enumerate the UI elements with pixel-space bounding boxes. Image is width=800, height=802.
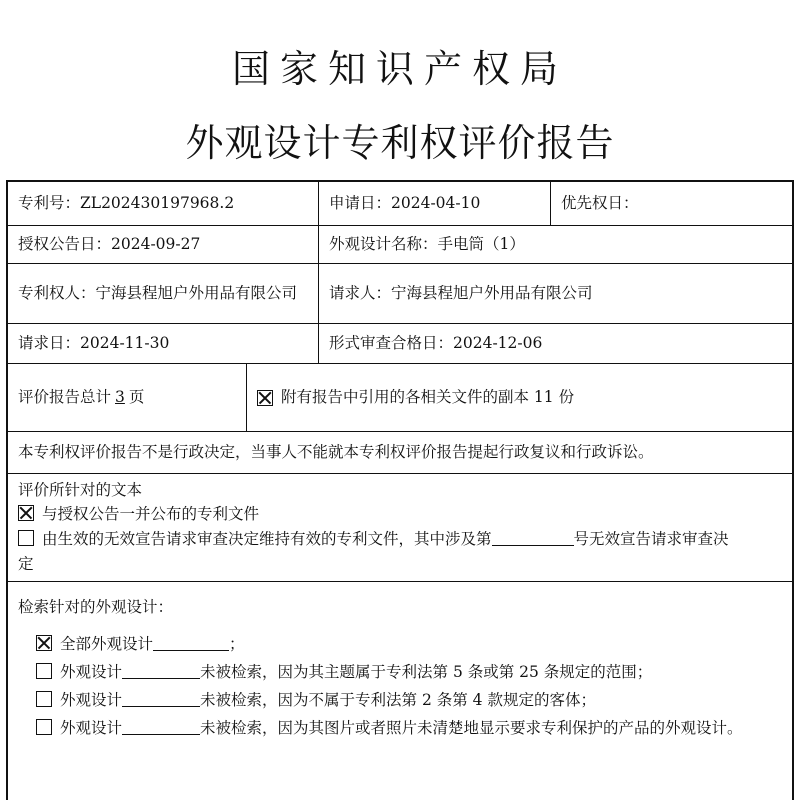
reason-1-blank (122, 662, 200, 679)
row-pages (8, 364, 792, 432)
row-search-scope (8, 582, 792, 802)
search-option-reason-3 (36, 718, 743, 739)
option-1-checkbox[interactable] (18, 505, 34, 521)
search-all-label: 全部外观设计 (60, 635, 154, 653)
attachment-text: 附有报告中引用的各相关文件的副本 11 份 (281, 388, 575, 406)
search-all-end: ； (229, 635, 245, 653)
row-parties (8, 264, 792, 324)
filing-date: 申请日：2024-04-10 (318, 182, 550, 225)
search-all-checkbox[interactable] (36, 635, 52, 651)
search-option-reason-2 (36, 690, 596, 711)
text-basis-heading: 评价所针对的文本 (18, 481, 143, 499)
reason-1-text: 未被检索，因为其主题属于专利法第 5 条或第 25 条规定的范围； (200, 663, 653, 681)
report-form (6, 180, 794, 800)
reason-3-text: 未被检索，因为其图片或者照片未清楚地显示要求专利保护的产品的外观设计。 (200, 719, 743, 737)
row-grant-info (8, 226, 792, 264)
reason-2-design-label: 外观设计 (60, 691, 123, 709)
request-date: 请求日：2024-11-30 (18, 334, 170, 352)
row-notice (8, 432, 792, 474)
row-text-basis (8, 474, 792, 582)
option-2-label-a: 由生效的无效宣告请求审查决定维持有效的专利文件，其中涉及第 (42, 530, 492, 548)
reason-1-design-label: 外观设计 (60, 663, 123, 681)
option-2-label-c: 定 (18, 555, 34, 573)
option-2-checkbox[interactable] (18, 530, 34, 546)
search-all-blank (153, 634, 229, 651)
text-basis-option-1 (18, 504, 259, 525)
legal-notice: 本专利权评价报告不是行政决定，当事人不能就本专利权评价报告提起行政复议和行政诉讼。 (18, 443, 654, 461)
requester: 请求人：宁海县程旭户外用品有限公司 (318, 264, 792, 323)
page-count (8, 364, 246, 431)
patent-number: 专利号：ZL202430197968.2 (18, 194, 235, 212)
reason-2-checkbox[interactable] (36, 691, 52, 707)
decision-number-blank (492, 529, 574, 546)
patentee: 专利权人：宁海县程旭户外用品有限公司 (18, 284, 298, 302)
reason-3-checkbox[interactable] (36, 719, 52, 735)
option-1-label: 与授权公告一并公布的专利文件 (42, 505, 260, 523)
reason-1-checkbox[interactable] (36, 663, 52, 679)
design-name: 外观设计名称：手电筒（1） (318, 226, 792, 263)
page-count-prefix: 评价报告总计 (18, 388, 112, 406)
priority-date: 优先权日： (550, 182, 792, 225)
page-count-number: 3 (115, 388, 125, 406)
search-option-reason-1 (36, 662, 652, 683)
office-name: 国家知识产权局 (231, 47, 568, 91)
reason-3-blank (122, 718, 200, 735)
search-heading: 检索针对的外观设计： (18, 598, 174, 616)
text-basis-option-2 (18, 529, 729, 550)
grant-publication-date: 授权公告日：2024-09-27 (18, 235, 201, 253)
attachment-checkbox[interactable] (257, 390, 273, 406)
formal-exam-date: 形式审查合格日：2024-12-06 (318, 324, 792, 363)
search-option-all (36, 634, 245, 655)
row-patent-info (8, 182, 792, 226)
reason-2-blank (122, 690, 200, 707)
attachment-note (246, 364, 792, 431)
option-2-label-b: 号无效宣告请求审查决 (573, 530, 729, 548)
row-dates (8, 324, 792, 364)
page-count-suffix: 页 (128, 388, 145, 406)
reason-2-text: 未被检索，因为不属于专利法第 2 条第 4 款规定的客体； (200, 691, 596, 709)
reason-3-design-label: 外观设计 (60, 719, 123, 737)
report-title: 外观设计专利权评价报告 (185, 121, 615, 165)
